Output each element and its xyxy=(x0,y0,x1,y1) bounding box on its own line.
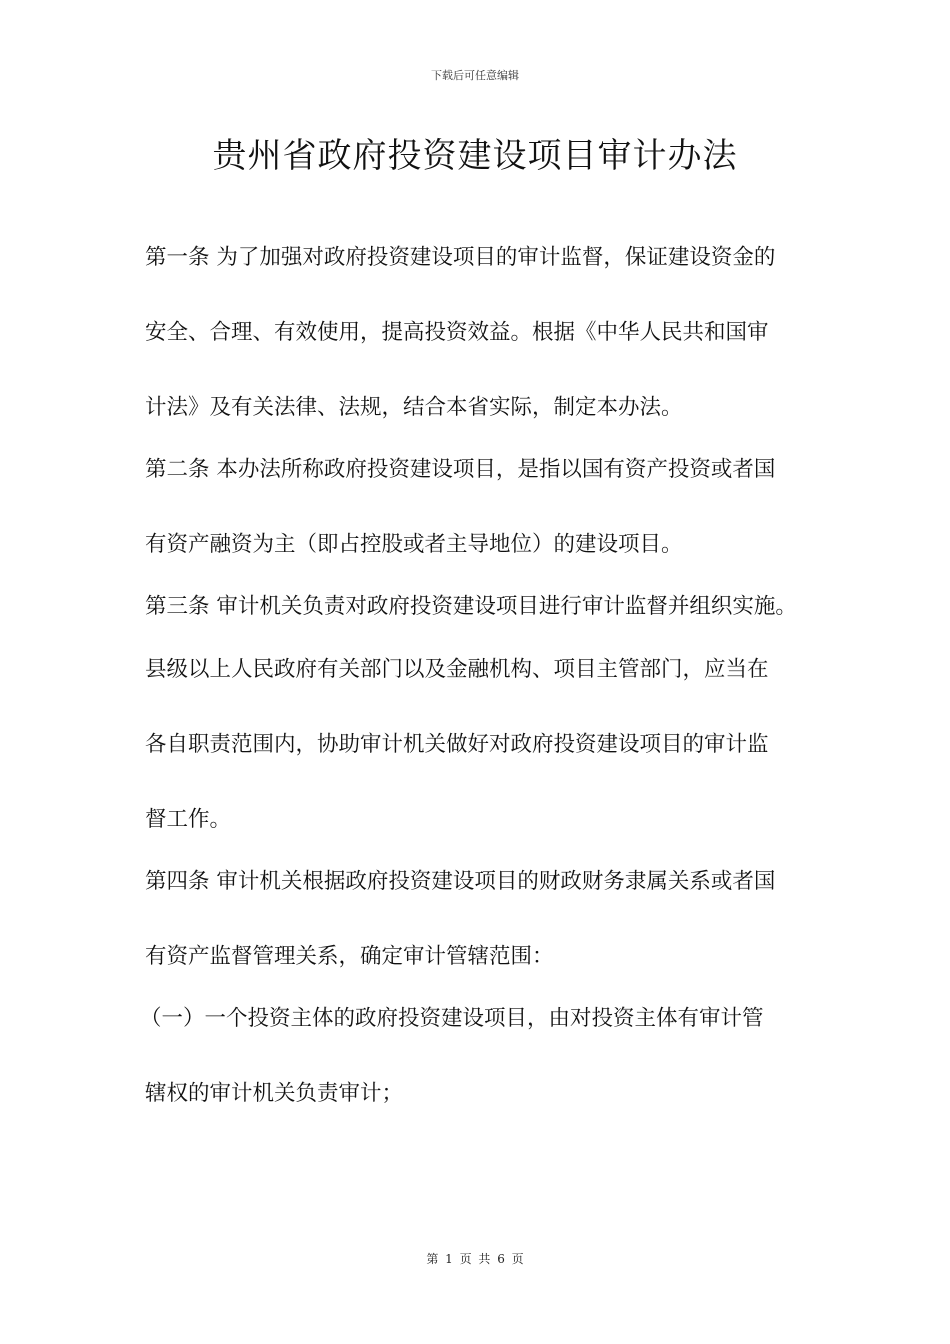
body-line: 有资产融资为主（即占控股或者主导地位）的建设项目。 xyxy=(145,532,683,557)
body-line: 有资产监督管理关系，确定审计管辖范围： xyxy=(145,944,554,969)
body-line: 县级以上人民政府有关部门以及金融机构、项目主管部门，应当在 xyxy=(145,657,769,682)
body-line: 辖权的审计机关负责审计； xyxy=(145,1081,404,1106)
body-line: 第三条 审计机关负责对政府投资建设项目进行审计监督并组织实施。 xyxy=(145,594,797,619)
body-line: 第四条 审计机关根据政府投资建设项目的财政财务隶属关系或者国 xyxy=(145,869,776,894)
body-line: 第二条 本办法所称政府投资建设项目，是指以国有资产投资或者国 xyxy=(145,457,776,482)
body-line: 计法》及有关法律、法规，结合本省实际，制定本办法。 xyxy=(145,395,683,420)
header-note: 下载后可任意编辑 xyxy=(431,69,519,82)
body-line: 各自职责范围内，协助审计机关做好对政府投资建设项目的审计监 xyxy=(145,732,769,757)
document-title: 贵州省政府投资建设项目审计办法 xyxy=(212,136,738,176)
page-number: 第 1 页 共 6 页 xyxy=(426,1252,524,1266)
body-line: 第一条 为了加强对政府投资建设项目的审计监督，保证建设资金的 xyxy=(145,245,776,270)
body-line: 督工作。 xyxy=(145,807,232,832)
body-line: （一）一个投资主体的政府投资建设项目，由对投资主体有审计管 xyxy=(140,1006,764,1031)
body-line: 安全、合理、有效使用，提高投资效益。根据《中华人民共和国审 xyxy=(145,320,769,345)
